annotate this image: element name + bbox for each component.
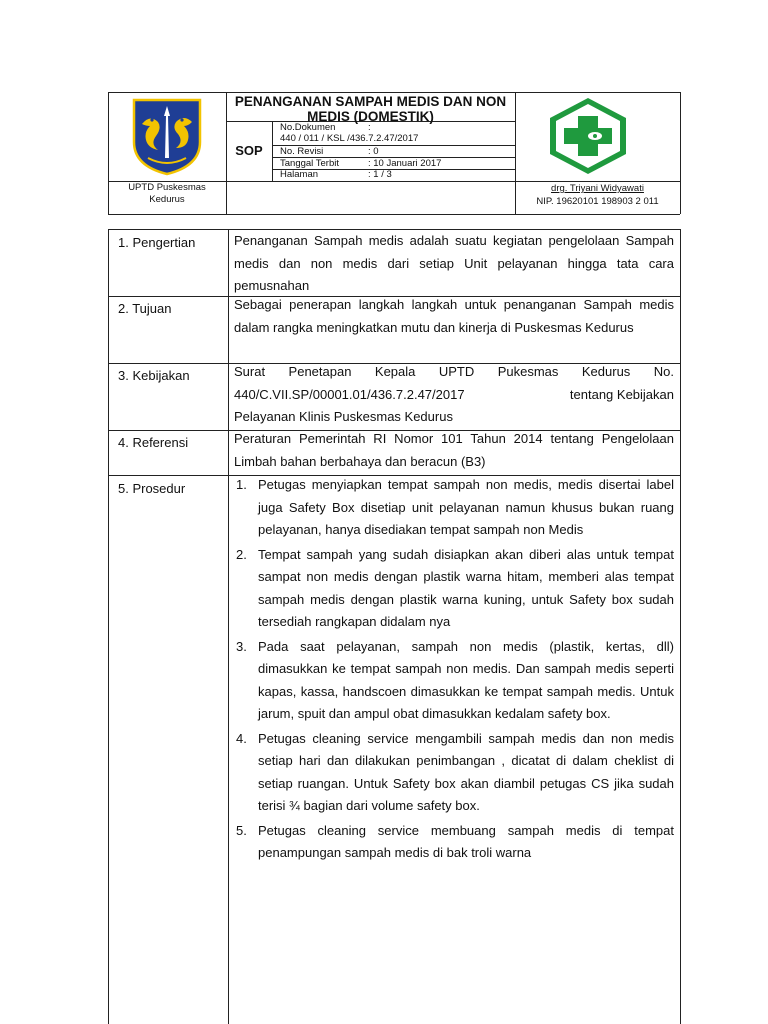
header-border-bottom (108, 214, 680, 215)
section-text-kebijakan (228, 361, 680, 429)
list-item-number: 3. (236, 638, 247, 654)
list-item (234, 728, 674, 818)
list-item-text: Pada saat pelayanan, sampah non medis (plastik, kertas, dll) dimasukkan ke tempat sampah non medis. Dan sampah medis seperti kapas, kassa, handscoen dimasukkan ke tempat sampah medis. Untuk jarum, spuit dan ampul obat dimasukkan kedalam safety box. (258, 638, 674, 721)
kebijakan-line-2 (234, 384, 674, 407)
kebijakan-decree-number: 440/C.VII.SP/00001.01/436.7.2.47/2017 (234, 386, 465, 402)
list-item-number: 4. (236, 730, 247, 746)
halaman-value: : 1 / 3 (368, 169, 392, 180)
list-item (234, 636, 674, 726)
sop-label: SOP (235, 143, 263, 158)
section-text-tujuan (228, 294, 680, 339)
list-item (234, 544, 674, 634)
puskesmas-cross-icon (546, 96, 630, 176)
list-item-text: Petugas menyiapkan tempat sampah non medis, medis disertai label juga Safety Box disetiap unit pelayanan namun khusus bukan ruang pelayanan, hanya disediakan tempat sampah non Medis (258, 477, 674, 537)
list-item (234, 820, 674, 865)
table-border-right (680, 229, 681, 1024)
no-revisi-row (272, 146, 514, 157)
kebijakan-decree-topic: tentang Kebijakan (569, 386, 674, 402)
section-label-referensi: 4. Referensi (118, 435, 189, 450)
surabaya-city-emblem-icon (128, 96, 206, 176)
section-text-referensi (228, 428, 680, 473)
list-item-text: Tempat sampah yang sudah disiapkan akan diberi alas untuk tempat sampat non medis dengan plastik warna hitam, memberi alas tempat sampah medis dengan plastik warna kuning, untuk Safety box sudah tersediah rangkapan didalam nya (258, 546, 674, 629)
list-item-text: Petugas cleaning service membuang sampah medis di tempat penampungan sampah medis di bak troli warna (258, 822, 674, 860)
document-title: PENANGANAN SAMPAH MEDIS DAN NON MEDIS (DOMESTIK) (234, 94, 507, 124)
signer-nip: NIP. 19620101 198903 2 011 (536, 196, 659, 207)
org-line-1: UPTD Puskesmas (128, 182, 206, 193)
table-border-left (108, 229, 109, 1024)
org-line-2: Kedurus (149, 194, 185, 205)
list-item-text: Petugas cleaning service mengambili sampah medis dan non medis setiap hari dan dilakukan penimbangan , dicatat di dalam cheklist di setiap ruangan. Untuk Safety box akan diambil petugas CS jika sudah terisi ¾ bagian dari volume safety box. (258, 730, 674, 813)
kebijakan-line-1: Surat Penetapan Kepala UPTD Pukesmas Kedurus No. (234, 364, 674, 379)
no-dokumen-sep: : (368, 122, 371, 133)
list-item-number: 2. (236, 546, 247, 562)
referensi-text: Peraturan Pemerintah RI Nomor 101 Tahun 2014 tentang Pengelolaan Limbah bahan berbahaya dan beracun (B3) (234, 431, 674, 469)
halaman-label: Halaman (280, 169, 319, 180)
signer-name: drg. Triyani Widyawati (551, 183, 644, 194)
header-border-right (680, 92, 681, 214)
section-label-tujuan: 2. Tujuan (118, 301, 172, 316)
no-dokumen-row (272, 122, 514, 133)
no-dokumen-value: 440 / 011 / KSL /436.7.2.47/2017 (280, 133, 419, 144)
section-label-kebijakan: 3. Kebijakan (118, 368, 190, 383)
list-item (234, 474, 674, 542)
prosedur-list (234, 474, 674, 865)
pengertian-text: Penanganan Sampah medis adalah suatu kegiatan pengelolaan Sampah medis dan non medis dari setiap Unit pelayanan hingga tata cara pemusnahan (234, 233, 674, 293)
section-label-pengertian: 1. Pengertian (118, 235, 196, 250)
section-label-prosedur: 5. Prosedur (118, 481, 186, 496)
no-dokumen-label: No.Dokumen (280, 122, 336, 133)
list-item-number: 5. (236, 822, 247, 838)
tanggal-terbit-value: : 10 Januari 2017 (368, 158, 442, 169)
no-revisi-label: No. Revisi (280, 146, 324, 157)
signer-block (515, 182, 680, 208)
kebijakan-line-3: Pelayanan Klinis Puskesmas Kedurus (234, 409, 453, 424)
tanggal-terbit-row (272, 158, 514, 169)
section-text-prosedur (228, 474, 680, 867)
tanggal-terbit-label: Tanggal Terbit (280, 158, 339, 169)
list-item-number: 1. (236, 477, 247, 492)
no-revisi-value: : 0 (368, 146, 379, 157)
tujuan-text: Sebagai penerapan langkah langkah untuk penanganan Sampah medis dalam rangka meningkatkan mutu dan kinerja di Puskesmas Kedurus (234, 297, 674, 335)
section-text-pengertian (228, 230, 680, 298)
organization-name (108, 182, 226, 206)
halaman-row (272, 169, 514, 180)
